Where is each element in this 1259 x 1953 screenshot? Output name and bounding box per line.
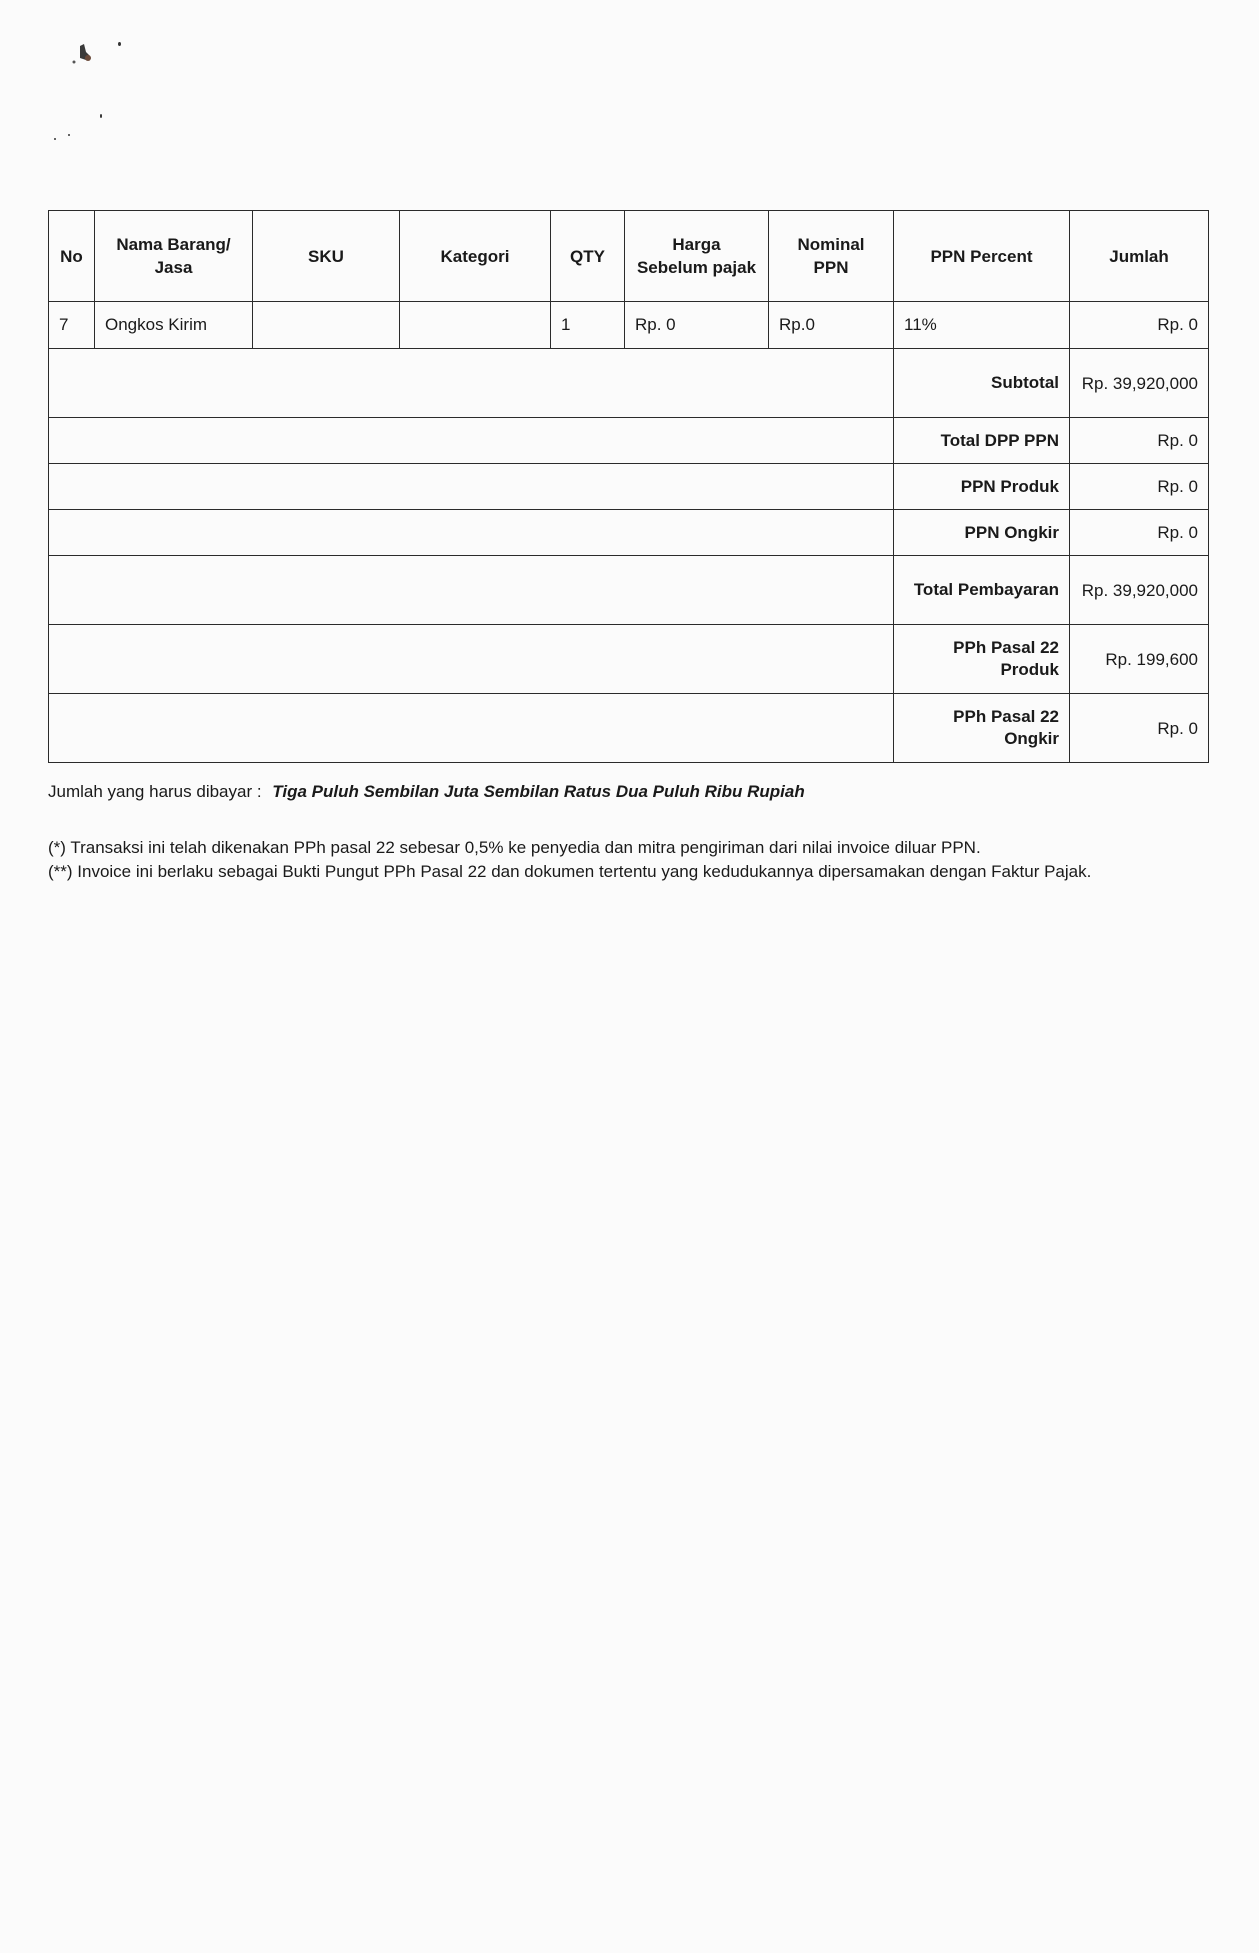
footnotes xyxy=(48,836,1091,884)
table-row xyxy=(49,302,1209,349)
summary-value: Rp. 199,600 xyxy=(1070,625,1209,694)
summary-spacer xyxy=(49,418,894,464)
amount-in-words-label: Jumlah yang harus dibayar : xyxy=(48,782,262,801)
col-header-harga: Harga Sebelum pajak xyxy=(625,211,769,302)
col-header-sku: SKU xyxy=(253,211,400,302)
col-header-qty: QTY xyxy=(551,211,625,302)
summary-row-ppn-ongkir xyxy=(49,510,1209,556)
summary-value: Rp. 39,920,000 xyxy=(1070,349,1209,418)
summary-row-total-dpp-ppn xyxy=(49,418,1209,464)
amount-in-words xyxy=(48,782,805,802)
summary-value: Rp. 0 xyxy=(1070,418,1209,464)
summary-spacer xyxy=(49,464,894,510)
cell-no: 7 xyxy=(49,302,95,349)
summary-row-total-pembayaran xyxy=(49,556,1209,625)
col-header-kategori: Kategori xyxy=(400,211,551,302)
amount-in-words-value: Tiga Puluh Sembilan Juta Sembilan Ratus Dua Puluh Ribu Rupiah xyxy=(272,782,805,801)
summary-row-pph-ongkir xyxy=(49,694,1209,763)
summary-value: Rp. 0 xyxy=(1070,694,1209,763)
summary-spacer xyxy=(49,556,894,625)
summary-spacer xyxy=(49,625,894,694)
summary-label: PPN Produk xyxy=(894,464,1070,510)
cell-ppn-percent: 11% xyxy=(894,302,1070,349)
summary-spacer xyxy=(49,349,894,418)
summary-spacer xyxy=(49,694,894,763)
summary-value: Rp. 0 xyxy=(1070,464,1209,510)
cell-nama: Ongkos Kirim xyxy=(95,302,253,349)
footnote: (**) Invoice ini berlaku sebagai Bukti Pungut PPh Pasal 22 dan dokumen tertentu yang kedudukannya dipersamakan dengan Faktur Pajak. xyxy=(48,862,1092,881)
cell-kategori xyxy=(400,302,551,349)
summary-label: PPh Pasal 22 Produk xyxy=(894,625,1070,694)
col-header-ppn-percent: PPN Percent xyxy=(894,211,1070,302)
col-header-no: No xyxy=(49,211,95,302)
cell-jumlah: Rp. 0 xyxy=(1070,302,1209,349)
scan-speck xyxy=(68,134,70,136)
summary-label: Total Pembayaran xyxy=(894,556,1070,625)
table-header-row xyxy=(49,211,1209,302)
invoice-table xyxy=(48,210,1209,763)
summary-spacer xyxy=(49,510,894,556)
footnote: (*) Transaksi ini telah dikenakan PPh pasal 22 sebesar 0,5% ke penyedia dan mitra pengiriman dari nilai invoice diluar PPN. xyxy=(48,838,981,857)
summary-label: PPN Ongkir xyxy=(894,510,1070,556)
scan-speck xyxy=(118,42,121,46)
summary-value: Rp. 39,920,000 xyxy=(1070,556,1209,625)
summary-label: Total DPP PPN xyxy=(894,418,1070,464)
scan-speck xyxy=(100,114,102,118)
summary-row-subtotal xyxy=(49,349,1209,418)
col-header-nominal-ppn: Nominal PPN xyxy=(769,211,894,302)
cell-nominal-ppn: Rp.0 xyxy=(769,302,894,349)
summary-row-pph-produk xyxy=(49,625,1209,694)
summary-row-ppn-produk xyxy=(49,464,1209,510)
cell-harga: Rp. 0 xyxy=(625,302,769,349)
summary-label: PPh Pasal 22 Ongkir xyxy=(894,694,1070,763)
summary-value: Rp. 0 xyxy=(1070,510,1209,556)
scan-mark-icon xyxy=(72,42,94,66)
cell-sku xyxy=(253,302,400,349)
col-header-nama: Nama Barang/ Jasa xyxy=(95,211,253,302)
scan-speck xyxy=(54,138,56,140)
summary-label: Subtotal xyxy=(894,349,1070,418)
cell-qty: 1 xyxy=(551,302,625,349)
col-header-jumlah: Jumlah xyxy=(1070,211,1209,302)
